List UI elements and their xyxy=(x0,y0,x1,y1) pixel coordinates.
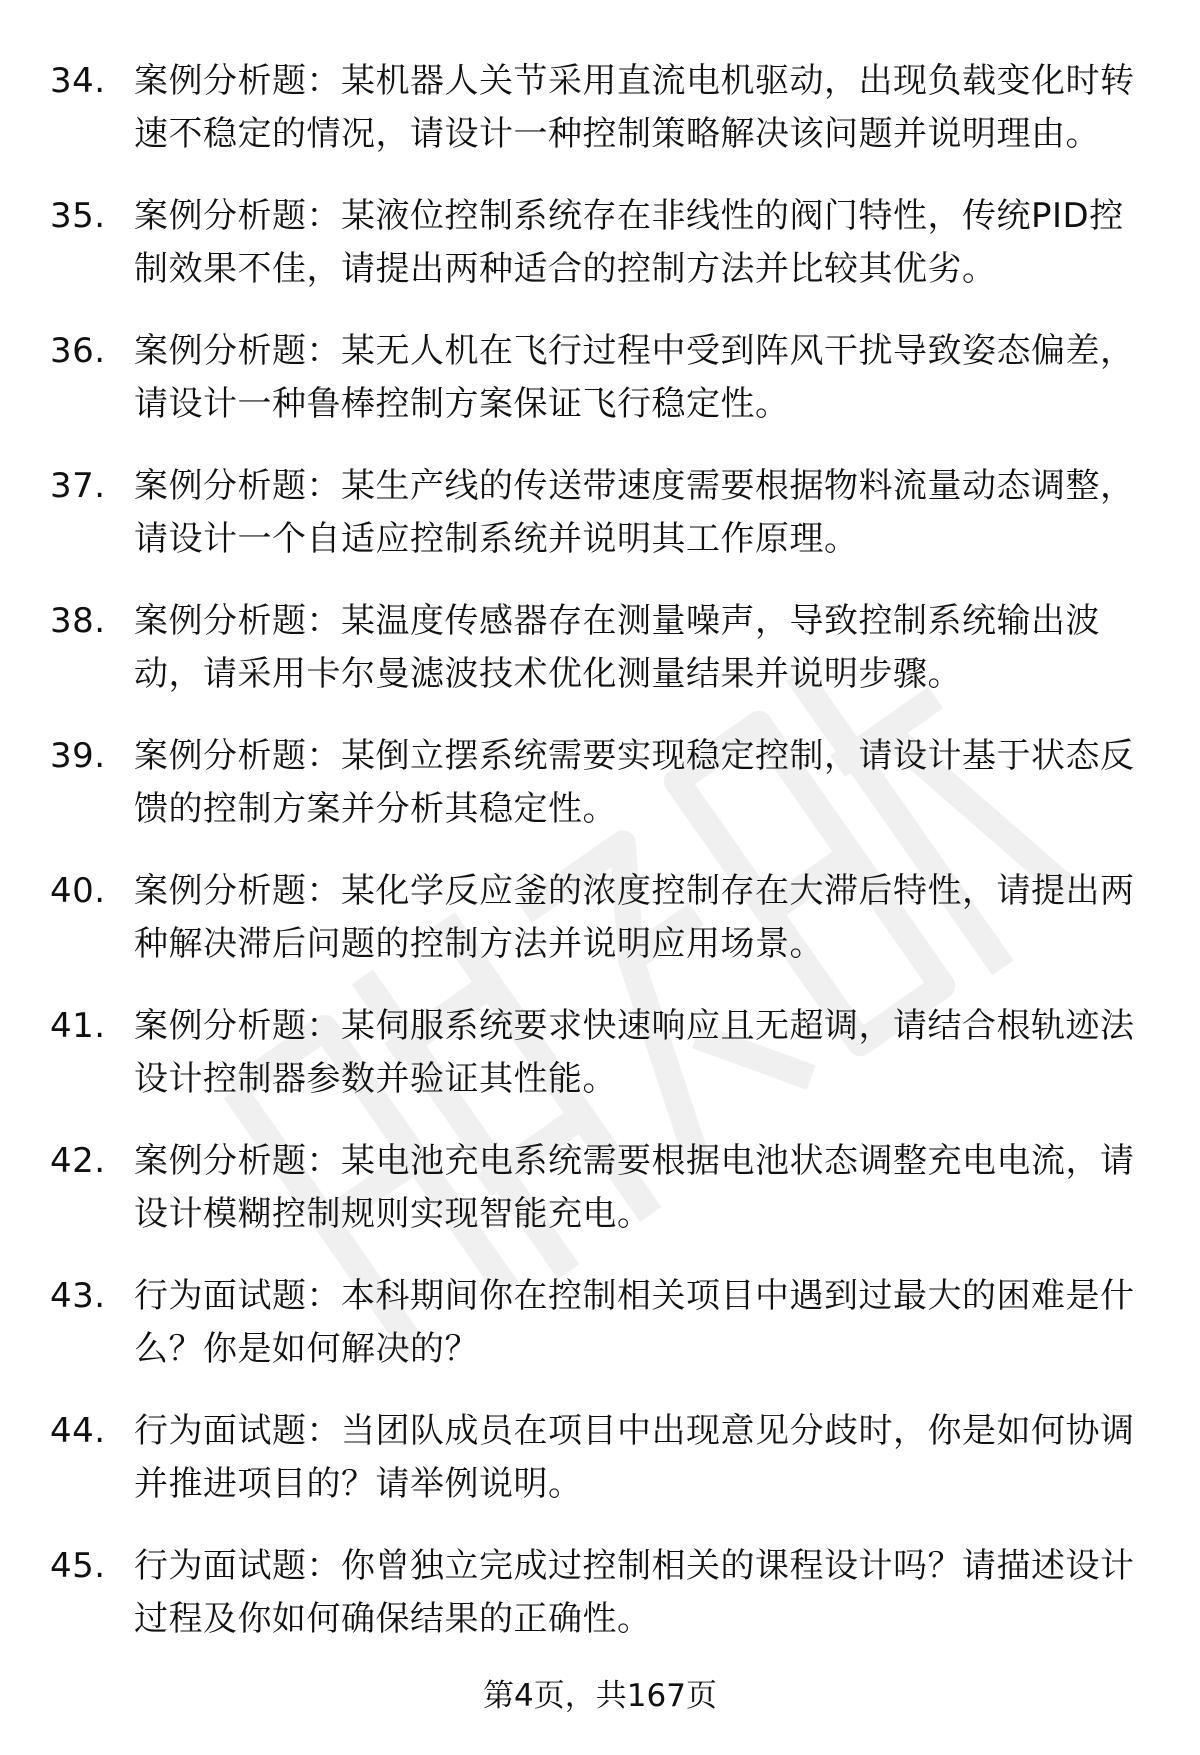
question-text: 行为面试题：本科期间你在控制相关项目中遇到过最大的困难是什么？你是如何解决的？ xyxy=(134,1276,1135,1369)
question-number: 42. xyxy=(50,1141,106,1181)
question-text: 案例分析题：某化学反应釜的浓度控制存在大滞后特性，请提出两种解决滞后问题的控制方法并说明应用场景。 xyxy=(134,871,1135,964)
question-text: 案例分析题：某无人机在飞行过程中受到阵风干扰导致姿态偏差，请设计一种鲁棒控制方案保证飞行稳定性。 xyxy=(134,331,1135,424)
question-text: 案例分析题：某温度传感器存在测量噪声，导致控制系统输出波动，请采用卡尔曼滤波技术优化测量结果并说明步骤。 xyxy=(134,601,1100,694)
page-number-footer: 第4页，共167页 xyxy=(483,1678,717,1714)
question-text: 行为面试题：你曾独立完成过控制相关的课程设计吗？请描述设计过程及你如何确保结果的正确性。 xyxy=(134,1546,1135,1639)
question-item xyxy=(50,1270,1160,1376)
question-item xyxy=(50,865,1160,971)
question-item xyxy=(50,1405,1160,1511)
question-item xyxy=(50,460,1160,566)
question-text: 案例分析题：某电池充电系统需要根据电池状态调整充电电流，请设计模糊控制规则实现智能充电。 xyxy=(134,1141,1135,1234)
question-text: 案例分析题：某生产线的传送带速度需要根据物料流量动态调整，请设计一个自适应控制系统并说明其工作原理。 xyxy=(134,466,1135,559)
question-item xyxy=(50,190,1160,296)
question-number: 41. xyxy=(50,1006,106,1046)
question-list xyxy=(50,55,1160,1675)
question-text: 案例分析题：某倒立摆系统需要实现稳定控制，请设计基于状态反馈的控制方案并分析其稳定性。 xyxy=(134,736,1135,829)
question-number: 36. xyxy=(50,331,106,371)
question-number: 35. xyxy=(50,196,106,236)
question-item xyxy=(50,1135,1160,1241)
question-item xyxy=(50,595,1160,701)
question-number: 38. xyxy=(50,601,106,641)
question-item xyxy=(50,55,1160,161)
question-number: 37. xyxy=(50,466,106,506)
question-number: 34. xyxy=(50,61,106,101)
question-number: 40. xyxy=(50,871,106,911)
question-number: 44. xyxy=(50,1411,106,1451)
question-number: 39. xyxy=(50,736,106,776)
question-number: 45. xyxy=(50,1546,106,1586)
question-item xyxy=(50,730,1160,836)
question-item xyxy=(50,325,1160,431)
question-text: 案例分析题：某机器人关节采用直流电机驱动，出现负载变化时转速不稳定的情况，请设计一种控制策略解决该问题并说明理由。 xyxy=(134,61,1135,154)
question-text: 案例分析题：某液位控制系统存在非线性的阀门特性，传统PID控制效果不佳，请提出两种适合的控制方法并比较其优劣。 xyxy=(134,196,1124,289)
question-text: 行为面试题：当团队成员在项目中出现意见分歧时，你是如何协调并推进项目的？请举例说明。 xyxy=(134,1411,1135,1504)
question-number: 43. xyxy=(50,1276,106,1316)
question-item xyxy=(50,1540,1160,1646)
question-text: 案例分析题：某伺服系统要求快速响应且无超调，请结合根轨迹法设计控制器参数并验证其性能。 xyxy=(134,1006,1135,1099)
question-item xyxy=(50,1000,1160,1106)
